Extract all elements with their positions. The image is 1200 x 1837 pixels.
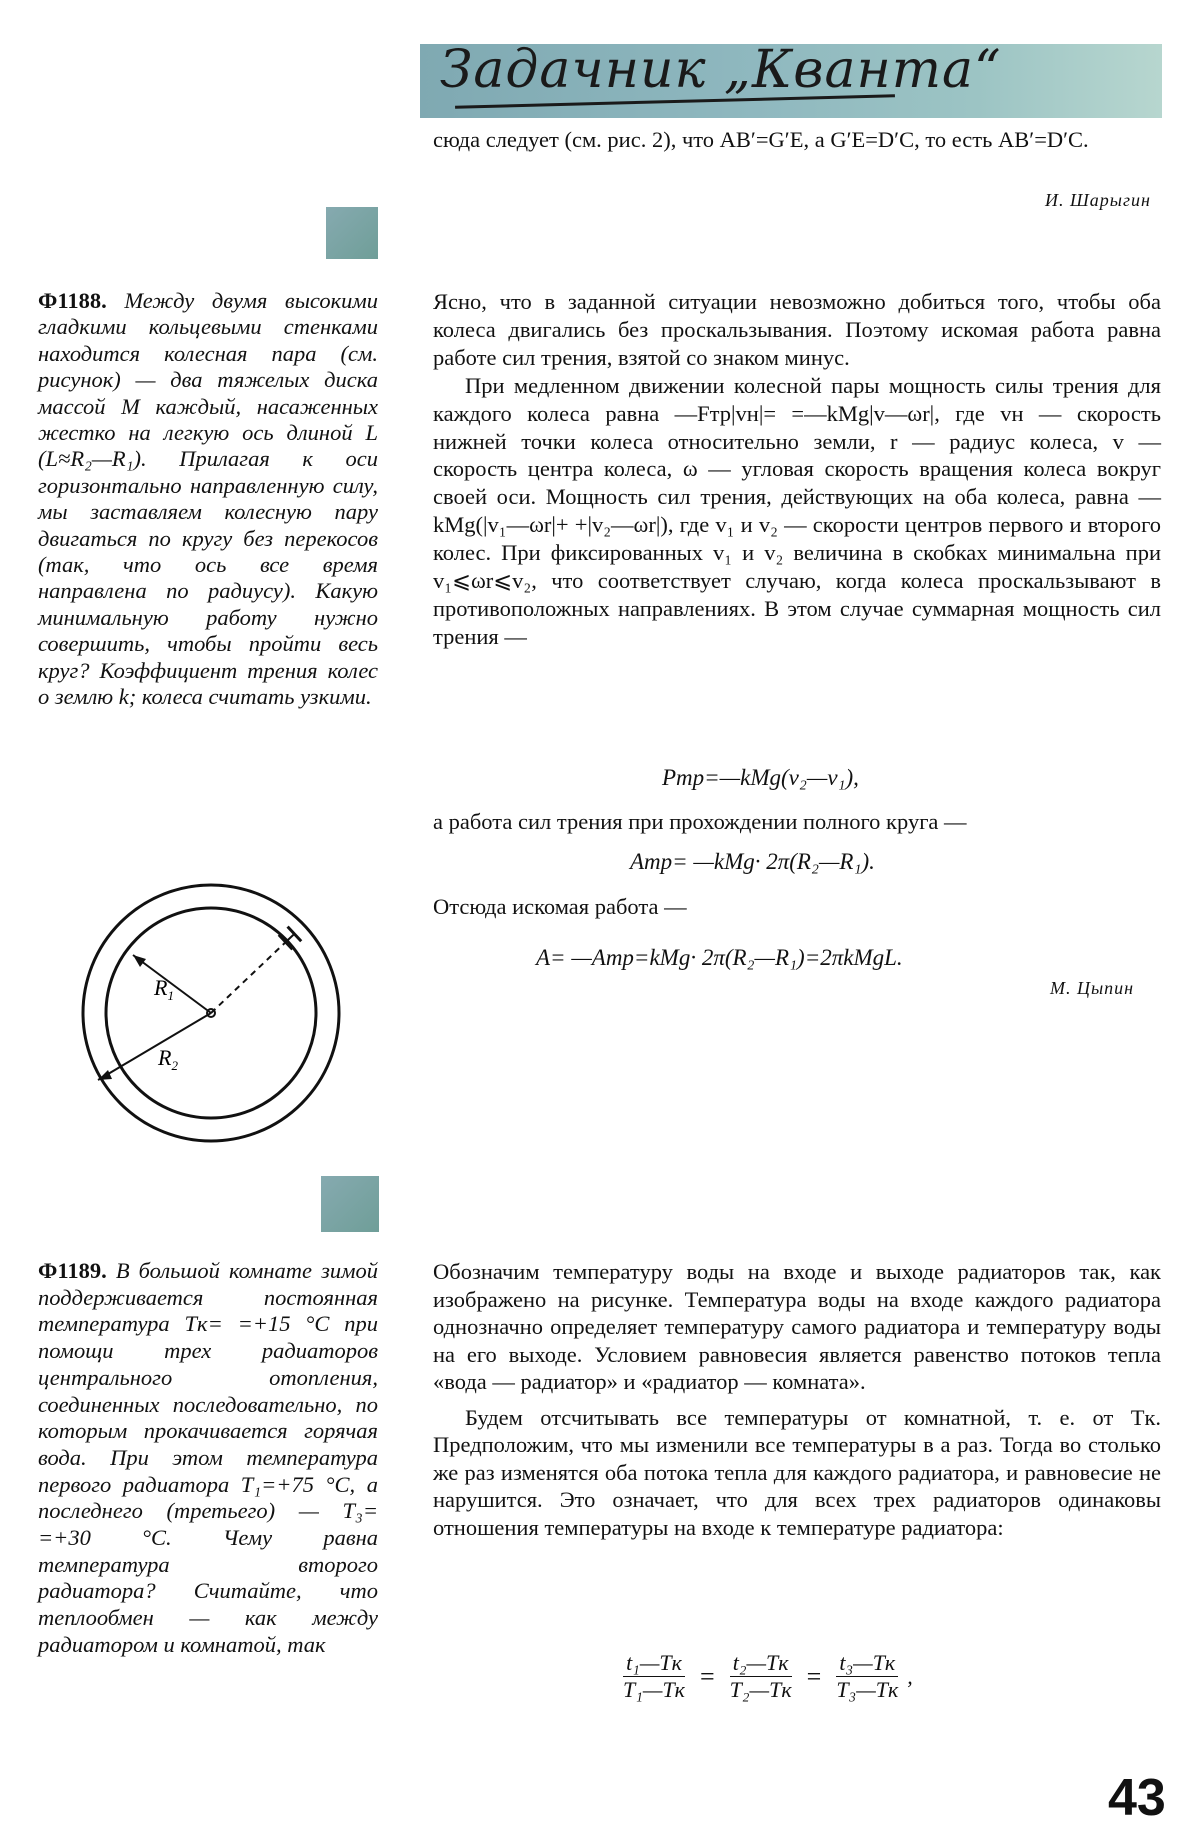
page-number: 43 xyxy=(1108,1769,1166,1827)
solution-1188-p1: Ясно, что в заданной ситуации невозможно добиться того, чтобы оба колеса двигались без проскальзывания. Поэтому искомая работа равна работе сил трения, взятой со знаком минус. xyxy=(433,289,1161,370)
solution-1188-p3: а работа сил трения при прохождении полного круга — xyxy=(433,809,967,834)
solution-1188-author: М. Цыпин xyxy=(1050,978,1135,998)
fraction-2: $\frac{\text{t₂—Tк}}{\text{T₂—Tк}}$ xyxy=(729,1650,792,1702)
problem-1189 xyxy=(38,1258,378,1659)
prev-solution-text: сюда следует (см. рис. 2), что AB′=G′E, а G′E=D′C, то есть AB′=D′C. xyxy=(433,127,1089,152)
ratio-equation: $\frac{\text{t₁—Tк}}{\text{T₁—Tк}}$ = $\frac{\text{t₂—Tк}}{\text{T₂—Tк}}$ = $\frac{\text{t₃—Tк}}{\text{T₃—Tк}}$ , xyxy=(620,1650,913,1703)
axle-dashed-line xyxy=(211,938,290,1013)
wheel-pair-axle xyxy=(279,927,301,950)
formula-answer: A= —Aтр=kMg· 2π(R₂—R₁)=2πkMgL. xyxy=(536,945,903,970)
solution-1188-p2: При медленном движении колесной пары мощность силы трения для каждого колеса равна —Fтр|vн|= =—kMg|v—ωr|, где vн — скорость нижней точки колеса относительно земли, r — радиус колеса, v — скорость центра колеса, ω — угловая скорость вращения колеса вокруг своей оси. Мощность сил трения, действующих на оба колеса, равна —kMg(|v₁—ωr|+ +|v₂—ωr|), где v₁ и v₂ — скорости центров первого и второго колес. При фиксированных v₁ и v₂ величина в скобках минимальна при v₁⩽ωr⩽v₂, что соответствует случаю, когда колеса проскальзывают в противоположных направлениях. В этом случае суммарная мощность сил трения — xyxy=(433,372,1161,649)
problem-1189-text: В большой комнате зимой поддерживается постоянная температура Tк= =+15 °C при помощи трех радиаторов центрального отопления, соединенных последовательно, по которым прокачивается горячая вода. При этом температура первого радиатора T₁=+75 °C, а последнего (третьего) — T₃= =+30 °C. Чему равна температура второго радиатора? Считайте, что теплообмен — как между радиатором и комнатой, так xyxy=(38,1258,379,1657)
header-title: Задачник „Кванта“ xyxy=(440,40,1002,100)
label-r1: $R_1$ xyxy=(154,975,174,1003)
problem-1188-number: Ф1188. xyxy=(38,288,107,313)
solution-1189-p1: Обозначим температуру воды на входе и выходе радиаторов так, как изображено на рисунке. Температура воды на входе каждого радиатора однозначно определяет температуру самого радиатора и температуру воды на его выходе. Условием равновесия является равенство потоков тепла «вода — радиатор» и «радиатор — комната». xyxy=(433,1259,1161,1394)
solution-1189-p2: Будем отсчитывать все температуры от комнатной, т. е. от Tк. Предположим, что мы изменили все температуры в a раз. Тогда во столько же раз изменятся оба потока тепла для каждого радиатора, и равновесие не нарушится. Это означает, что для всех трех радиаторов одинаковы отношения температуры на входе к температуре радиатора: xyxy=(433,1404,1161,1540)
solution-1188-p4-wrap xyxy=(433,893,1161,921)
solution-1189 xyxy=(433,1258,1161,1541)
solution-1188-p3-wrap xyxy=(433,808,1161,836)
label-r2: $R_2$ xyxy=(158,1045,178,1073)
formula-power: Pтр=—kMg(v₂—v₁), xyxy=(662,765,859,790)
section-marker xyxy=(326,207,378,259)
problem-1188 xyxy=(38,288,378,711)
fraction-1: $\frac{\text{t₁—Tк}}{\text{T₁—Tк}}$ xyxy=(623,1650,685,1702)
ratio-trailing-comma: , xyxy=(907,1663,913,1689)
problem-1188-text: Между двумя высокими гладкими кольцевыми стенками находится колесная пара (см. рисунок) — два тяжелых диска массой M каждый, насаженных жестко на легкую ось длиной L (L≈R₂—R₁). Прилагая к оси горизонтально направленную силу, мы заставляем колесную пару двигаться по кругу без перекосов (так, что ось все время направлена по радиусу). Какую минимальную работу нужно совершить, чтобы пройти весь круг? Коэффициент трения колес о землю k; колеса считать узкими. xyxy=(38,288,378,710)
r1-line xyxy=(133,955,211,1013)
r2-line xyxy=(98,1013,211,1080)
solution-1188 xyxy=(433,288,1161,651)
formula-work-friction: Aтр= —kMg· 2π(R₂—R₁). xyxy=(630,849,875,874)
wheel-pair-figure xyxy=(78,880,368,1170)
fraction-3: $\frac{\text{t₃—Tк}}{\text{T₃—Tк}}$ xyxy=(836,1650,899,1702)
problem-1189-number: Ф1189. xyxy=(38,1258,107,1283)
r1-arrow xyxy=(133,955,146,967)
solution-1188-p4: Отсюда искомая работа — xyxy=(433,894,687,919)
section-marker-2 xyxy=(321,1176,379,1232)
prev-solution xyxy=(433,126,1161,154)
prev-solution-author: И. Шарыгин xyxy=(1045,190,1151,210)
